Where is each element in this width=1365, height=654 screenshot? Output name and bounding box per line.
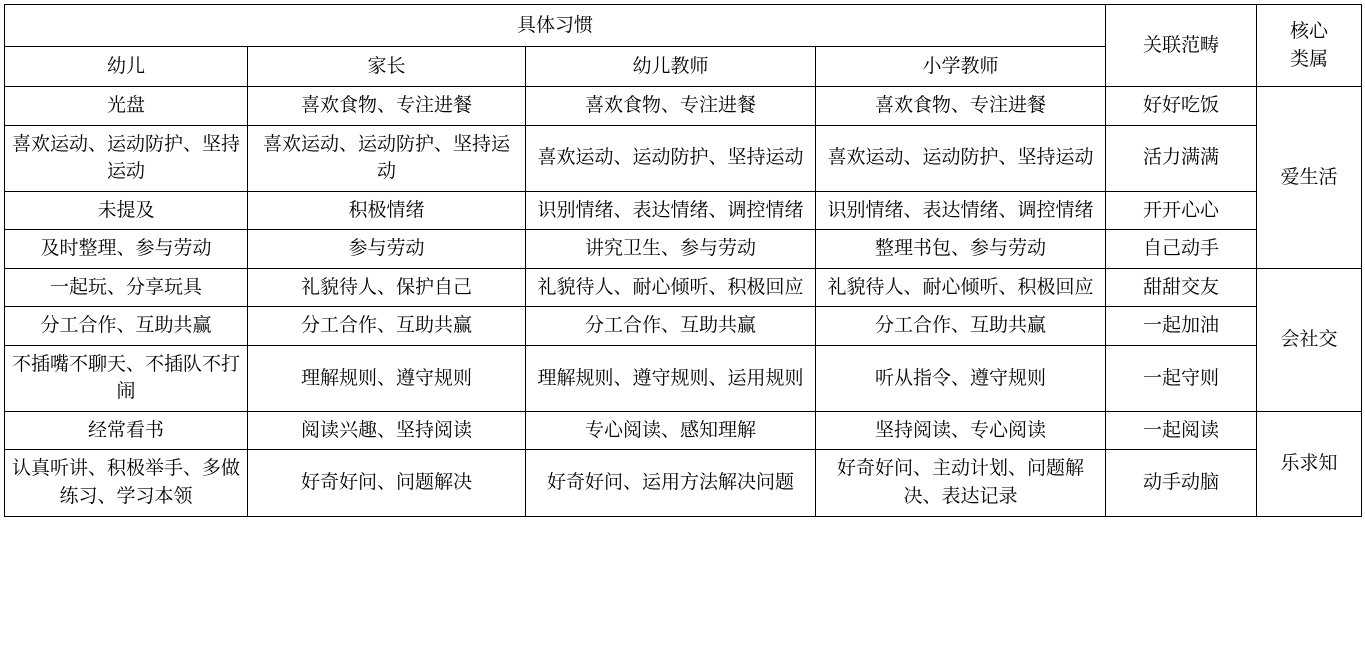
cell-related-category: 开开心心 — [1106, 191, 1257, 230]
cell-primary-teacher: 坚持阅读、专心阅读 — [816, 411, 1106, 450]
cell-kindergarten-teacher: 讲究卫生、参与劳动 — [526, 230, 816, 269]
cell-primary-teacher: 听从指令、遵守规则 — [816, 345, 1106, 411]
cell-related-category: 一起阅读 — [1106, 411, 1257, 450]
table-row — [5, 87, 1362, 126]
cell-core-category: 会社交 — [1257, 268, 1362, 411]
cell-child: 光盘 — [5, 87, 248, 126]
cell-kindergarten-teacher: 好奇好问、运用方法解决问题 — [526, 450, 816, 516]
cell-core-category: 爱生活 — [1257, 87, 1362, 269]
cell-child: 认真听讲、积极举手、多做练习、学习本领 — [5, 450, 248, 516]
cell-child: 经常看书 — [5, 411, 248, 450]
header-core-category-line1: 核心 — [1290, 19, 1329, 42]
cell-primary-teacher: 识别情绪、表达情绪、调控情绪 — [816, 191, 1106, 230]
table-row — [5, 191, 1362, 230]
cell-child: 未提及 — [5, 191, 248, 230]
cell-related-category: 一起加油 — [1106, 307, 1257, 346]
cell-parent: 阅读兴趣、坚持阅读 — [248, 411, 526, 450]
habit-table — [4, 4, 1362, 517]
cell-parent: 喜欢运动、运动防护、坚持运动 — [248, 125, 526, 191]
table-row — [5, 125, 1362, 191]
cell-primary-teacher: 喜欢运动、运动防护、坚持运动 — [816, 125, 1106, 191]
group-header-habits: 具体习惯 — [5, 5, 1106, 47]
cell-parent: 喜欢食物、专注进餐 — [248, 87, 526, 126]
cell-related-category: 一起守则 — [1106, 345, 1257, 411]
cell-child: 分工合作、互助共赢 — [5, 307, 248, 346]
cell-parent: 好奇好问、问题解决 — [248, 450, 526, 516]
table-row — [5, 450, 1362, 516]
cell-related-category: 甜甜交友 — [1106, 268, 1257, 307]
header-related-category: 关联范畴 — [1106, 5, 1257, 87]
cell-parent: 理解规则、遵守规则 — [248, 345, 526, 411]
table-row — [5, 411, 1362, 450]
header-col-child: 幼儿 — [5, 47, 248, 87]
cell-primary-teacher: 喜欢食物、专注进餐 — [816, 87, 1106, 126]
cell-kindergarten-teacher: 专心阅读、感知理解 — [526, 411, 816, 450]
header-core-category — [1257, 5, 1362, 87]
header-col-primary-teacher: 小学教师 — [816, 47, 1106, 87]
cell-child: 一起玩、分享玩具 — [5, 268, 248, 307]
table-row — [5, 345, 1362, 411]
cell-child: 不插嘴不聊天、不插队不打闹 — [5, 345, 248, 411]
cell-related-category: 自己动手 — [1106, 230, 1257, 269]
cell-kindergarten-teacher: 理解规则、遵守规则、运用规则 — [526, 345, 816, 411]
cell-parent: 积极情绪 — [248, 191, 526, 230]
table-row — [5, 268, 1362, 307]
header-core-category-line2: 类属 — [1290, 47, 1329, 70]
header-col-parent: 家长 — [248, 47, 526, 87]
cell-parent: 礼貌待人、保护自己 — [248, 268, 526, 307]
cell-parent: 参与劳动 — [248, 230, 526, 269]
cell-kindergarten-teacher: 识别情绪、表达情绪、调控情绪 — [526, 191, 816, 230]
cell-primary-teacher: 礼貌待人、耐心倾听、积极回应 — [816, 268, 1106, 307]
table-header-row-top — [5, 5, 1362, 47]
table-row — [5, 230, 1362, 269]
cell-kindergarten-teacher: 分工合作、互助共赢 — [526, 307, 816, 346]
cell-primary-teacher: 分工合作、互助共赢 — [816, 307, 1106, 346]
cell-related-category: 动手动脑 — [1106, 450, 1257, 516]
cell-related-category: 好好吃饭 — [1106, 87, 1257, 126]
cell-related-category: 活力满满 — [1106, 125, 1257, 191]
cell-primary-teacher: 好奇好问、主动计划、问题解决、表达记录 — [816, 450, 1106, 516]
cell-child: 喜欢运动、运动防护、坚持运动 — [5, 125, 248, 191]
cell-primary-teacher: 整理书包、参与劳动 — [816, 230, 1106, 269]
table-row — [5, 307, 1362, 346]
cell-core-category: 乐求知 — [1257, 411, 1362, 516]
cell-child: 及时整理、参与劳动 — [5, 230, 248, 269]
cell-parent: 分工合作、互助共赢 — [248, 307, 526, 346]
header-col-kindergarten-teacher: 幼儿教师 — [526, 47, 816, 87]
cell-kindergarten-teacher: 礼貌待人、耐心倾听、积极回应 — [526, 268, 816, 307]
cell-kindergarten-teacher: 喜欢运动、运动防护、坚持运动 — [526, 125, 816, 191]
cell-kindergarten-teacher: 喜欢食物、专注进餐 — [526, 87, 816, 126]
